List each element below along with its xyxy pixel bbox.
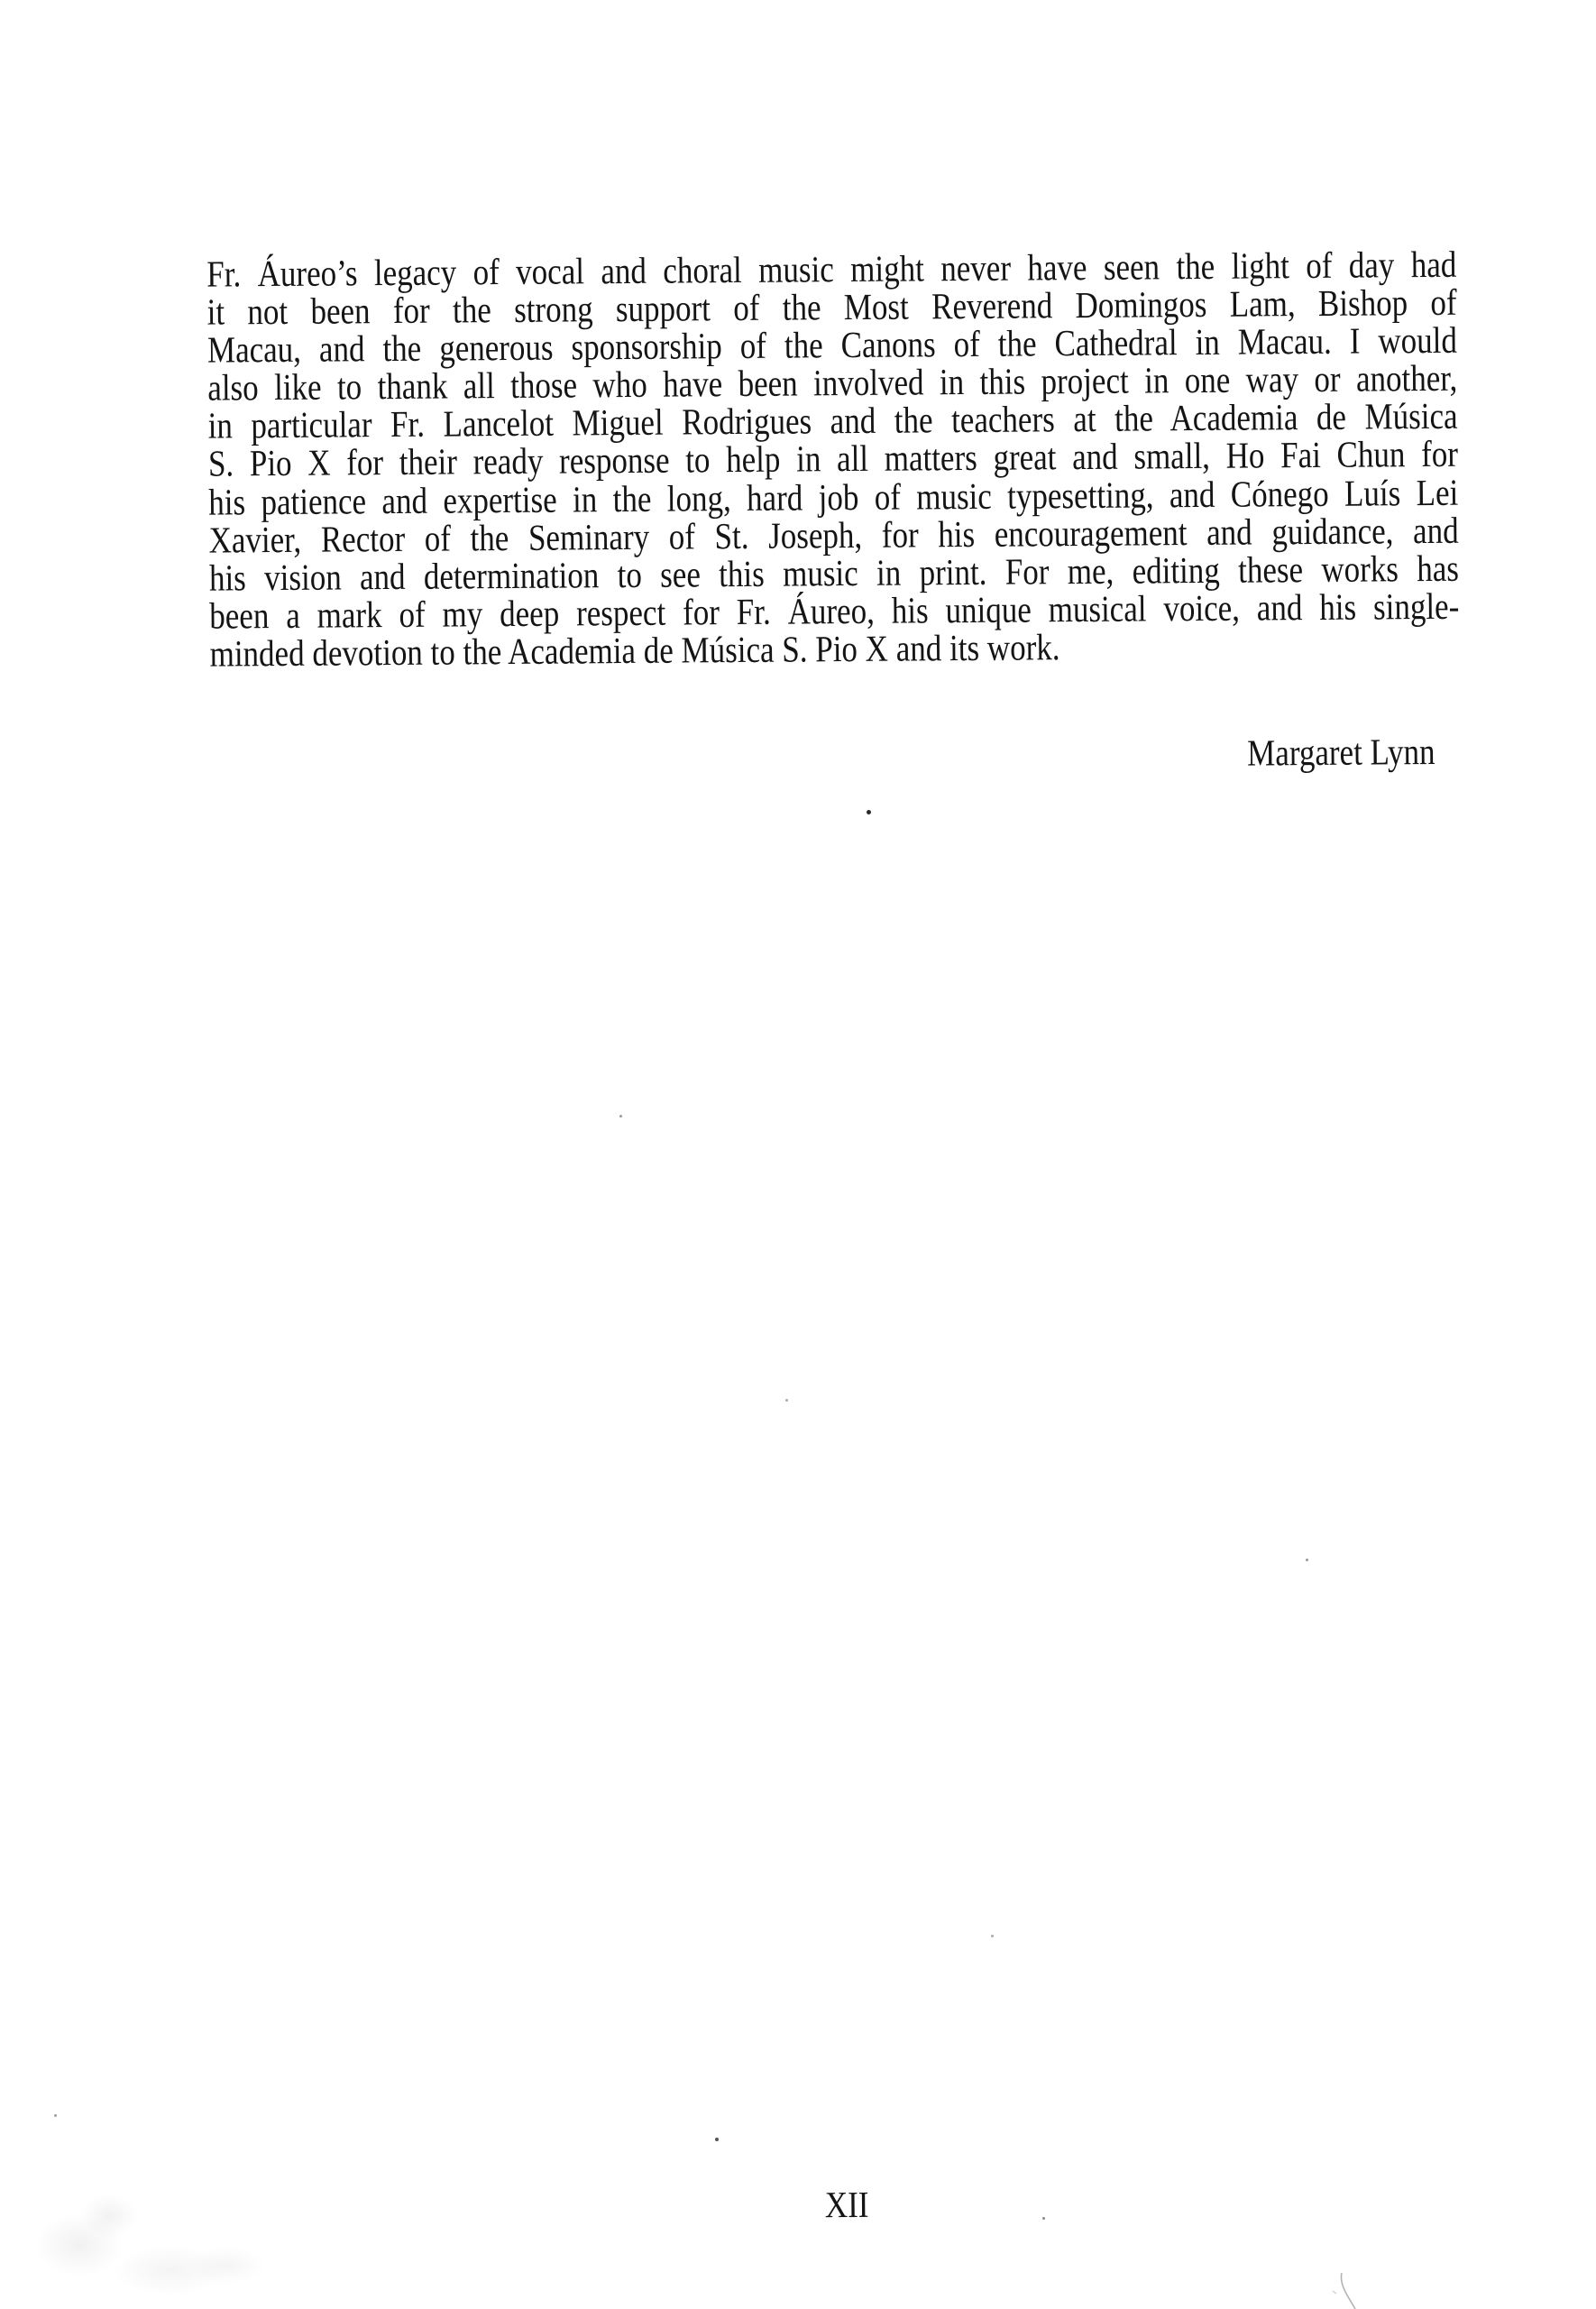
paragraph-line: also like to thank all those who have been involved in this project in one way or another,	[207, 357, 1458, 409]
author-signature: Margaret Lynn	[1247, 731, 1435, 775]
scan-speckle	[619, 1115, 622, 1118]
paragraph-line: Xavier, Rector of the Seminary of St. Joseph, for his encouragement and guidance, and	[208, 509, 1459, 561]
paragraph-line: his vision and determination to see this music in print. For me, editing these works has	[208, 547, 1460, 599]
page-number: XII	[824, 2184, 869, 2226]
scan-scratch-mark	[1322, 2273, 1365, 2309]
paragraph-line: it not been for the strong support of the Most Reverend Domingos Lam, Bishop of	[206, 281, 1457, 334]
scan-corner-noise	[0, 2093, 325, 2309]
scan-speckle	[1042, 2217, 1045, 2220]
scan-speckle	[1306, 1559, 1308, 1561]
scan-speckle	[991, 1935, 994, 1937]
paragraph-line: his patience and expertise in the long, hard job of music typesetting, and Cónego Luís Lei	[208, 471, 1459, 523]
paragraph-line: minded devotion to the Academia de Música S. Pio X and its work.	[209, 626, 1060, 675]
acknowledgements-paragraph	[206, 244, 1460, 676]
paragraph-line: Macau, and the generous sponsorship of the Canons of the Cathedral in Macau. I would	[206, 319, 1458, 372]
paragraph-line: S. Pio X for their ready response to help in all matters great and small, Ho Fai Chun for	[207, 433, 1459, 485]
scan-speckle	[715, 2138, 719, 2141]
scan-speckle	[867, 810, 871, 814]
scan-speckle	[785, 1399, 788, 1402]
paragraph-line: Fr. Áureo’s legacy of vocal and choral music might never have seen the light of day had	[206, 244, 1457, 296]
paragraph-line: been a mark of my deep respect for Fr. Áureo, his unique musical voice, and his single-	[209, 584, 1460, 637]
paragraph-line: in particular Fr. Lancelot Miguel Rodrigues and the teachers at the Academia de Música	[207, 395, 1458, 447]
